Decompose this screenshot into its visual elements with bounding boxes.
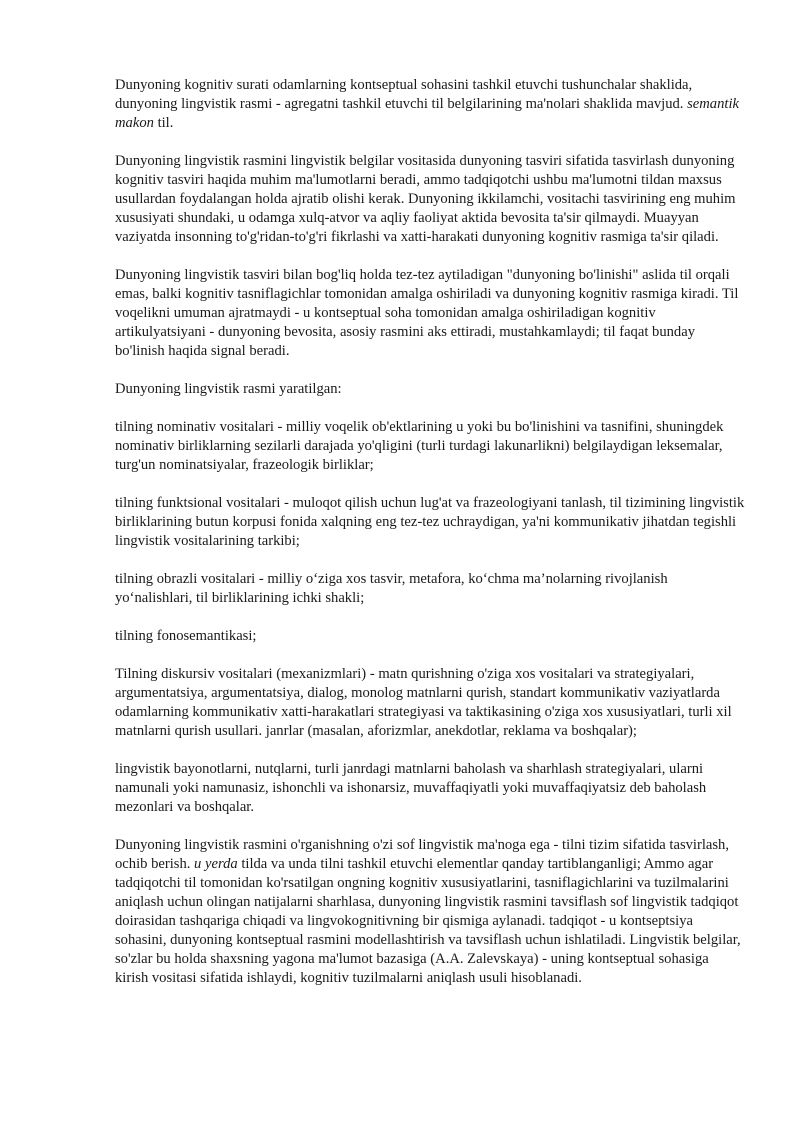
emphasis-text: semantik makon	[115, 96, 739, 131]
emphasis-text: u yerda	[194, 856, 238, 872]
paragraph-world-division: Dunyoning lingvistik tasviri bilan bog'liq holda tez-tez aytiladigan "dunyoning bo'linishi" aslida til orqali emas, balki kognitiv tasniflagichlar tomonidan amalga oshiriladi va dunyoning kognitiv rasmiga kiradi. Til voqelikni umuman ajratmaydi - u kontseptual soha tomonidan amalga oshiriladigan kognitiv artikulyatsiyani - dunyoning bevosita, asosiy rasmini aks ettiradi, mustahkamlaydi; til faqat bunday bo'linish haqida signal beradi.	[115, 267, 739, 359]
paragraph-created-by: Dunyoning lingvistik rasmi yaratilgan:	[115, 381, 342, 397]
paragraph-text: Dunyoning lingvistik rasmini o'rganishning o'zi sof lingvistik ma'noga ega - tilni tizim sifatida tasvirlash, ochib berish.	[115, 837, 729, 872]
paragraph-functional-means: tilning funktsional vositalari - muloqot qilish uchun lug'at va frazeologiyani tanlash, til tizimining lingvistik birliklarining butun korpusi fonida xalqning eng tez-tez uchraydigan, ya'ni kommunikativ jihatdan tegishli lingvistik vositalarining tarkibi;	[115, 495, 745, 549]
paragraph-phonosemantics: tilning fonosemantikasi;	[115, 628, 257, 644]
paragraph-figurative-means: tilning obrazli vositalari - milliy o‘ziga xos tasvir, metafora, ko‘chma ma’nolarning rivojlanish yo‘nalishlari, til birliklarining ichki shakli;	[115, 571, 668, 606]
paragraph-text-tail: tilda va unda tilni tashkil etuvchi elementlar qanday tartiblanganligi; Ammo agar tadqiqotchi til tomonidan ko'rsatilgan ongning kognitiv xususiyatlarini, tasniflagichlarini va tuzilmalarini aniqlash uchun olingan natijalarni sharhlasa, dunyoning lingvistik rasmini tavsiflash sof lingvistik tadqiqot doirasidan tashqariga chiqadi va lingvokognitivning bir qismiga aylanadi. tadqiqot - u kontseptsiya sohasini, dunyoning kontseptual rasmini modellashtirish va tavsiflash uchun ishlatiladi. Lingvistik belgilar, so'zlar bu holda shaxsning yagona ma'lumot bazasiga (A.A. Zalevskaya) - uning kontseptual sohasiga kirish vositasi sifatida ishlaydi, kognitiv tuzilmalarni aniqlash usuli hisoblanadi.	[115, 856, 741, 986]
paragraph-nominative-means: tilning nominativ vositalari - milliy voqelik ob'ektlarining u yoki bu bo'linishini va tasnifini, shuningdek nominativ birliklarning sezilarli darajada yo'qligini (turli turdagi lakunarlikni) belgilaydigan leksemalar, turg'un nominatsiyalar, frazeologik birliklar;	[115, 419, 724, 473]
paragraph-text-tail: til.	[153, 115, 174, 131]
paragraph-evaluation-strategies: lingvistik bayonotlarni, nutqlarni, turli janrdagi matnlarni baholash va sharhlash strategiyalari, ularni namunali yoki namunasiz, ishonchli va ishonarsiz, muvaffaqiyatli yoki muvaffaqiyatsiz deb baholash mezonlari va boshqalar.	[115, 761, 707, 815]
paragraph-study-of-picture	[115, 836, 745, 988]
paragraph-text: Dunyoning kognitiv surati odamlarning kontseptual sohasini tashkil etuvchi tushunchalar shaklida, dunyoning lingvistik rasmi - agregatni tashkil etuvchi til belgilarining ma'nolari shaklida mavjud.	[115, 77, 693, 112]
paragraph-discursive-means: Tilning diskursiv vositalari (mexanizmlari) - matn qurishning o'ziga xos vositalari va strategiyalari, argumentatsiya, argumentatsiya, dialog, monolog matnlarni qurish, standart kommunikativ vaziyatlarda odamlarning kommunikativ xatti-harakatlari strategiyasi va taktikasining o'ziga xos xususiyatlari, turli xil matnlarni qurish usullari. janrlar (masalan, aforizmlar, anekdotlar, reklama va boshqalar);	[115, 666, 732, 739]
document-body	[115, 76, 745, 1007]
paragraph-cognitive-picture	[115, 76, 745, 133]
paragraph-linguistic-picture: Dunyoning lingvistik rasmini lingvistik belgilar vositasida dunyoning tasviri sifatida tasvirlash dunyoning kognitiv tasviri haqida muhim ma'lumotlarni beradi, ammo tadqiqotchi ushbu ma'lumotni tildan maxsus usullardan foydalangan holda ajratib olishi kerak. Dunyoning ikkilamchi, vositachi tasvirining eng muhim xususiyati shundaki, u odamga xulq-atvor va aqliy faoliyat aktida bevosita ta'sir qilmaydi. Muayyan vaziyatda insonning to'g'ridan-to'g'ri fikrlashi va xatti-harakati dunyoning kognitiv rasmiga ta'sir qiladi.	[115, 153, 736, 245]
